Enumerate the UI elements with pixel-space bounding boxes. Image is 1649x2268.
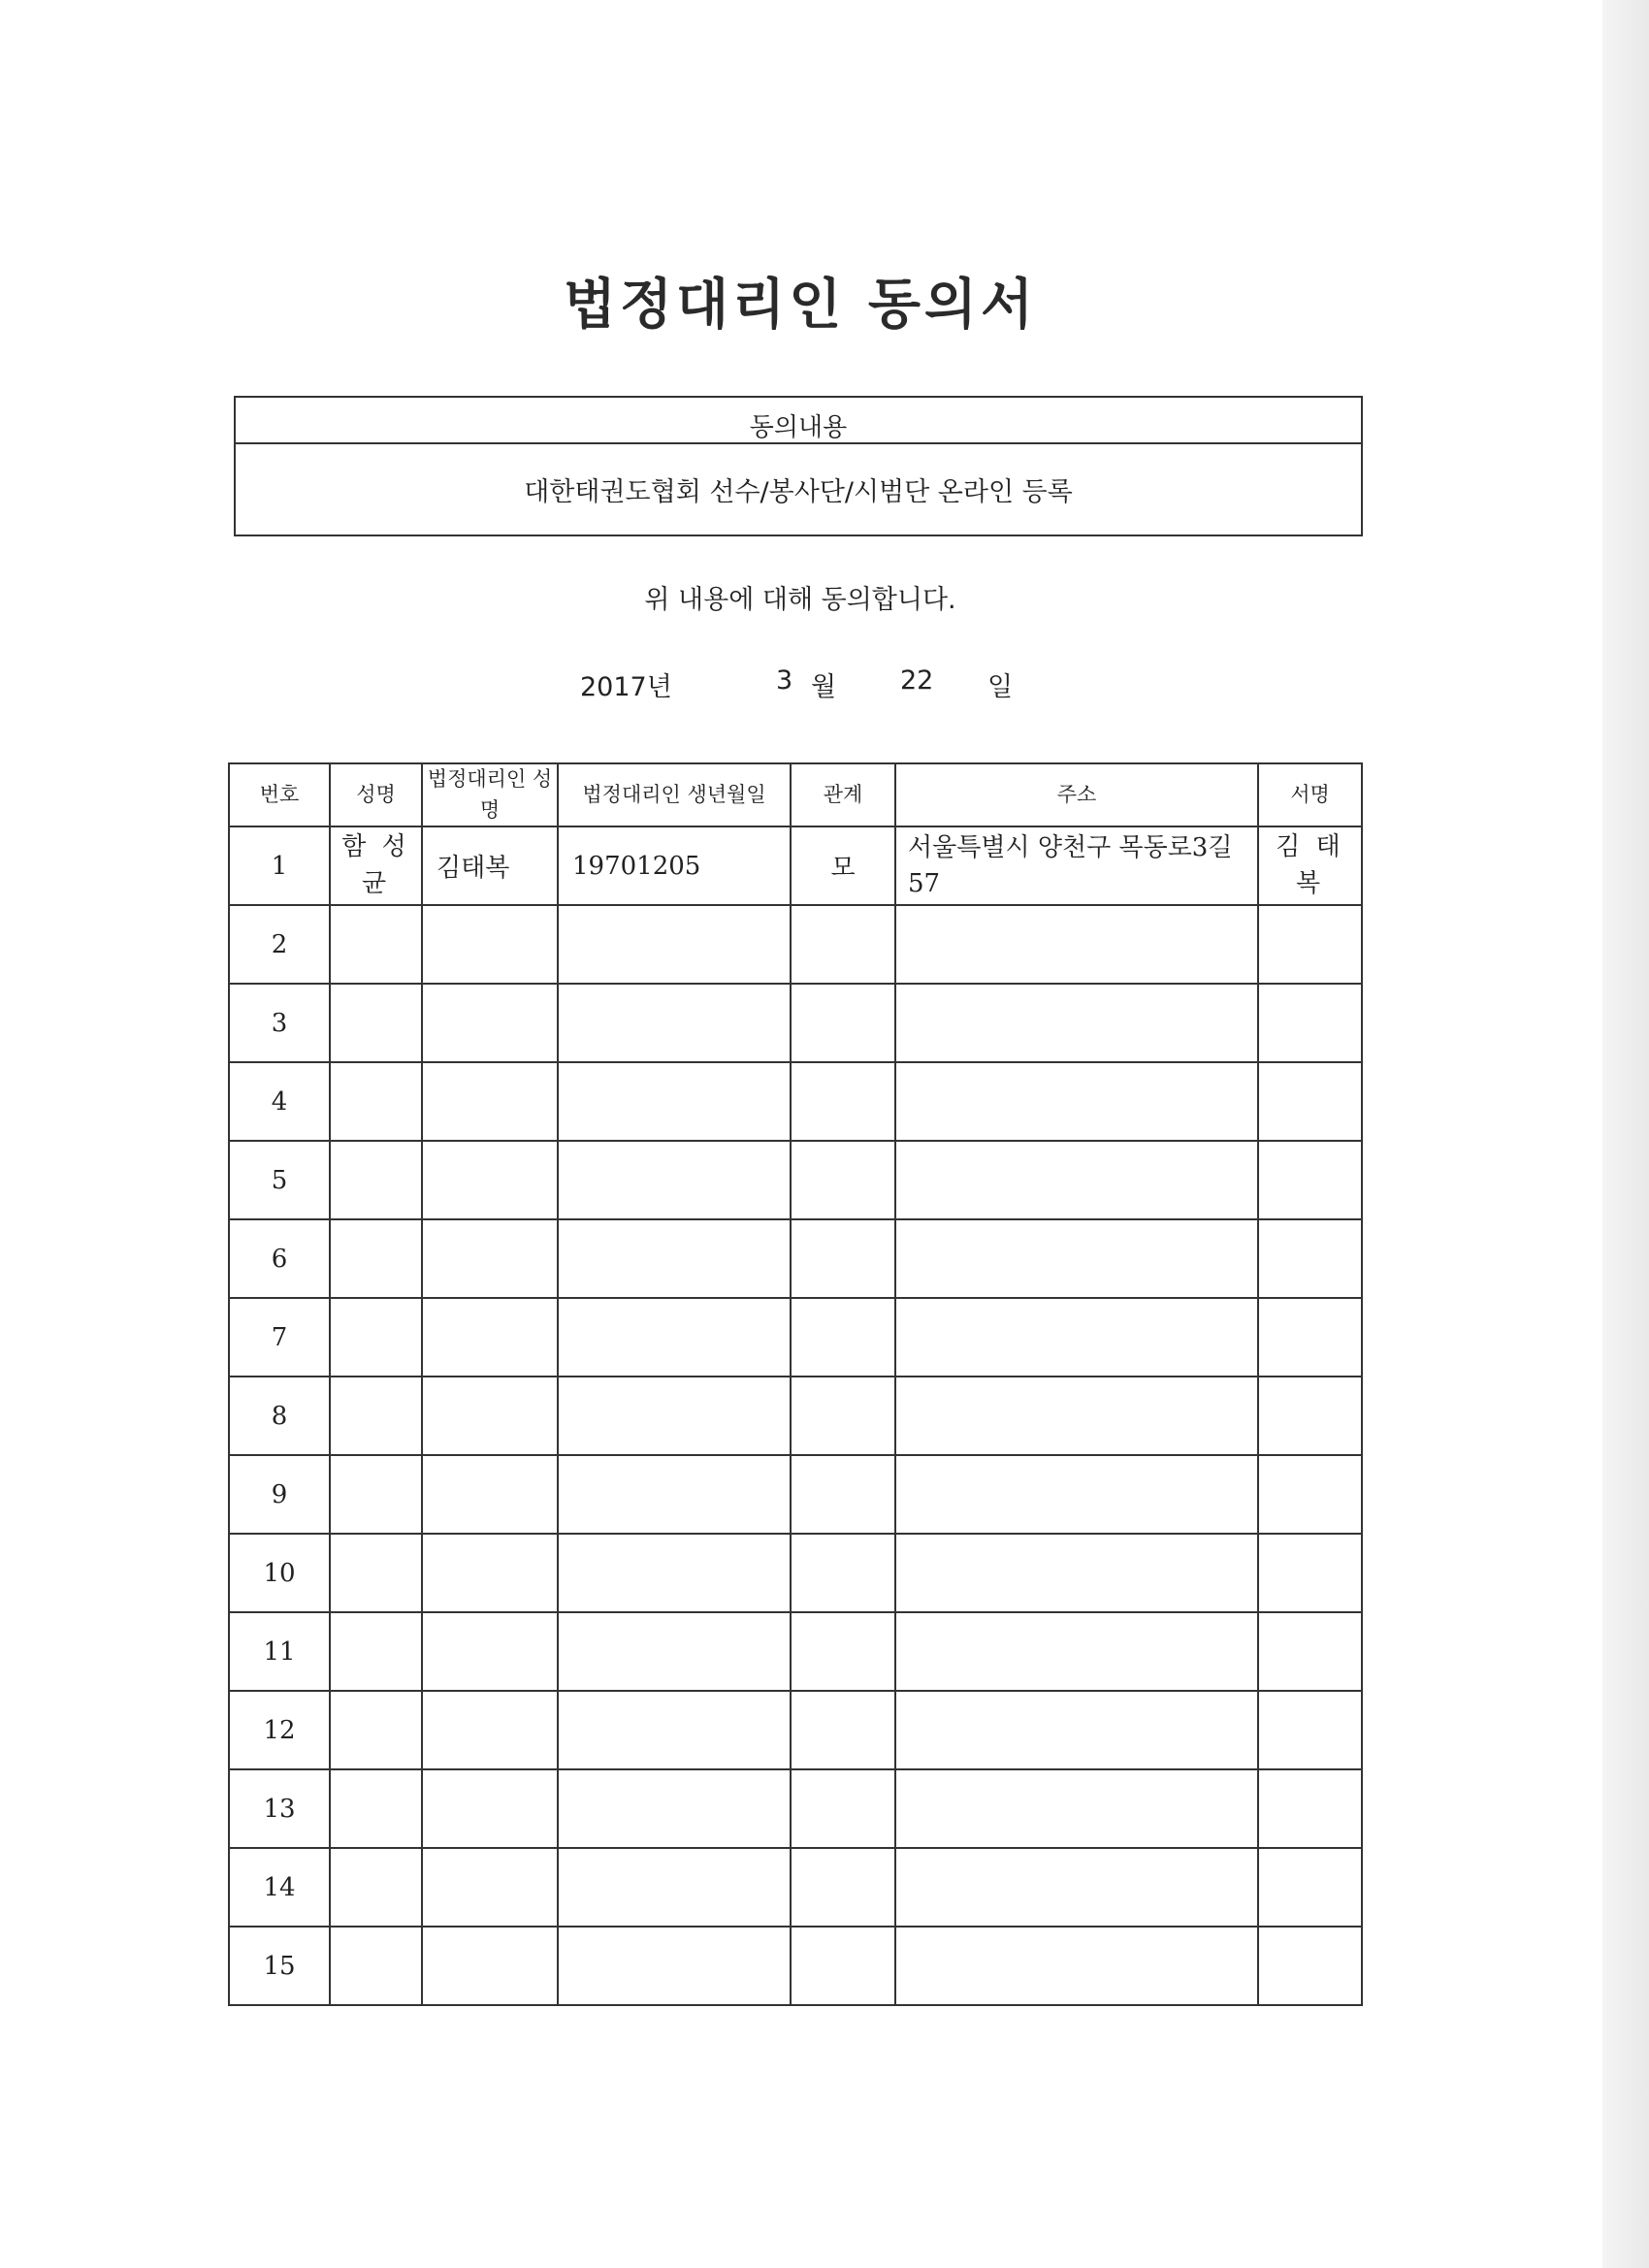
table-row <box>229 1848 1362 1927</box>
cell-address <box>895 1219 1258 1298</box>
cell-no: 3 <box>229 984 330 1062</box>
cell-relation <box>791 1769 895 1848</box>
agree-statement: 위 내용에 대해 동의합니다. <box>644 585 956 615</box>
table-row <box>229 1219 1362 1298</box>
cell-signature <box>1258 1848 1362 1927</box>
cell-no: 7 <box>229 1298 330 1377</box>
cell-address <box>895 1691 1258 1769</box>
cell-guardian-name <box>422 1927 558 2005</box>
cell-address <box>895 1769 1258 1848</box>
cell-name <box>330 1377 422 1455</box>
cell-signature <box>1258 1769 1362 1848</box>
cell-no: 11 <box>229 1612 330 1691</box>
cell-signature <box>1258 1141 1362 1219</box>
date-line <box>0 665 1649 704</box>
cell-signature: 김 태 복 <box>1258 826 1362 905</box>
cell-signature <box>1258 1455 1362 1534</box>
cell-name <box>330 1534 422 1612</box>
cell-relation <box>791 1377 895 1455</box>
consent-header: 동의내용 <box>236 398 1361 444</box>
cell-guardian-birth <box>558 905 791 984</box>
cell-name <box>330 984 422 1062</box>
cell-name <box>330 1691 422 1769</box>
cell-name <box>330 1219 422 1298</box>
cell-relation <box>791 1062 895 1141</box>
cell-guardian-name <box>422 984 558 1062</box>
cell-relation: 모 <box>791 826 895 905</box>
cell-relation <box>791 1848 895 1927</box>
cell-name <box>330 1927 422 2005</box>
cell-address: 서울특별시 양천구 목동로3길 57 <box>895 826 1258 905</box>
cell-signature <box>1258 1691 1362 1769</box>
cell-name <box>330 1612 422 1691</box>
table-row <box>229 1298 1362 1377</box>
table-row <box>229 1927 1362 2005</box>
table-row <box>229 1691 1362 1769</box>
cell-address <box>895 1848 1258 1927</box>
cell-guardian-name <box>422 905 558 984</box>
cell-signature <box>1258 1219 1362 1298</box>
cell-guardian-birth <box>558 1534 791 1612</box>
cell-no: 9 <box>229 1455 330 1534</box>
cell-relation <box>791 1534 895 1612</box>
cell-signature <box>1258 905 1362 984</box>
cell-signature <box>1258 1062 1362 1141</box>
header-name: 성명 <box>330 763 422 826</box>
date-day-value: 22 <box>900 665 934 696</box>
document-title: 법정대리인 동의서 <box>563 274 1038 337</box>
cell-guardian-birth <box>558 1298 791 1377</box>
cell-guardian-name <box>422 1534 558 1612</box>
cell-name: 함 성 균 <box>330 826 422 905</box>
cell-name <box>330 905 422 984</box>
cell-guardian-name: 김태복 <box>422 826 558 905</box>
cell-name <box>330 1848 422 1927</box>
guardian-table <box>228 762 1363 2006</box>
date-year: 2017년 <box>580 672 672 702</box>
cell-signature <box>1258 1298 1362 1377</box>
header-address: 주소 <box>895 763 1258 826</box>
cell-name <box>330 1455 422 1534</box>
consent-body: 대한태권도협회 선수/봉사단/시범단 온라인 등록 <box>524 477 1073 507</box>
cell-address <box>895 1927 1258 2005</box>
cell-relation <box>791 1691 895 1769</box>
table-row <box>229 1769 1362 1848</box>
header-no: 번호 <box>229 763 330 826</box>
cell-guardian-name <box>422 1062 558 1141</box>
cell-signature <box>1258 1534 1362 1612</box>
cell-name <box>330 1062 422 1141</box>
cell-relation <box>791 1219 895 1298</box>
cell-guardian-name <box>422 1612 558 1691</box>
cell-relation <box>791 1612 895 1691</box>
cell-guardian-birth <box>558 1691 791 1769</box>
header-relation: 관계 <box>791 763 895 826</box>
cell-guardian-birth <box>558 1769 791 1848</box>
cell-no: 5 <box>229 1141 330 1219</box>
cell-no: 15 <box>229 1927 330 2005</box>
cell-address <box>895 1455 1258 1534</box>
cell-guardian-name <box>422 1691 558 1769</box>
cell-signature <box>1258 984 1362 1062</box>
cell-guardian-birth <box>558 1848 791 1927</box>
cell-guardian-birth: 19701205 <box>558 826 791 905</box>
table-row <box>229 1534 1362 1612</box>
cell-guardian-birth <box>558 1927 791 2005</box>
cell-no: 14 <box>229 1848 330 1927</box>
cell-signature <box>1258 1612 1362 1691</box>
table-header-row <box>229 763 1362 826</box>
table-row <box>229 826 1362 905</box>
date-month-label: 월 <box>811 672 837 702</box>
cell-signature <box>1258 1927 1362 2005</box>
cell-guardian-name <box>422 1769 558 1848</box>
cell-address <box>895 1062 1258 1141</box>
cell-guardian-birth <box>558 1612 791 1691</box>
scan-edge <box>1602 0 1649 2268</box>
cell-guardian-name <box>422 1848 558 1927</box>
cell-relation <box>791 1927 895 2005</box>
cell-guardian-name <box>422 1141 558 1219</box>
cell-no: 12 <box>229 1691 330 1769</box>
cell-name <box>330 1769 422 1848</box>
cell-address <box>895 984 1258 1062</box>
cell-guardian-name <box>422 1219 558 1298</box>
cell-relation <box>791 1455 895 1534</box>
cell-relation <box>791 905 895 984</box>
cell-guardian-name <box>422 1455 558 1534</box>
cell-no: 4 <box>229 1062 330 1141</box>
cell-no: 8 <box>229 1377 330 1455</box>
consent-box <box>234 396 1363 536</box>
cell-no: 1 <box>229 826 330 905</box>
cell-guardian-birth <box>558 984 791 1062</box>
cell-address <box>895 1377 1258 1455</box>
table-row <box>229 905 1362 984</box>
cell-no: 6 <box>229 1219 330 1298</box>
header-guardian-birth: 법정대리인 생년월일 <box>558 763 791 826</box>
header-guardian-name: 법정대리인 성명 <box>422 763 558 826</box>
cell-no: 13 <box>229 1769 330 1848</box>
cell-guardian-birth <box>558 1219 791 1298</box>
cell-address <box>895 1612 1258 1691</box>
table-row <box>229 1377 1362 1455</box>
cell-guardian-birth <box>558 1141 791 1219</box>
table-row <box>229 1455 1362 1534</box>
table-row <box>229 984 1362 1062</box>
table-row <box>229 1141 1362 1219</box>
table-row <box>229 1062 1362 1141</box>
cell-no: 10 <box>229 1534 330 1612</box>
cell-relation <box>791 1298 895 1377</box>
cell-address <box>895 1141 1258 1219</box>
cell-address <box>895 1534 1258 1612</box>
cell-guardian-birth <box>558 1377 791 1455</box>
cell-no: 2 <box>229 905 330 984</box>
cell-guardian-name <box>422 1377 558 1455</box>
cell-relation <box>791 984 895 1062</box>
cell-guardian-birth <box>558 1062 791 1141</box>
date-month-value: 3 <box>776 665 793 696</box>
cell-name <box>330 1298 422 1377</box>
table-row <box>229 1612 1362 1691</box>
date-day-label: 일 <box>987 672 1014 702</box>
cell-signature <box>1258 1377 1362 1455</box>
cell-guardian-birth <box>558 1455 791 1534</box>
cell-relation <box>791 1141 895 1219</box>
cell-guardian-name <box>422 1298 558 1377</box>
cell-address <box>895 905 1258 984</box>
header-signature: 서명 <box>1258 763 1362 826</box>
cell-address <box>895 1298 1258 1377</box>
cell-name <box>330 1141 422 1219</box>
